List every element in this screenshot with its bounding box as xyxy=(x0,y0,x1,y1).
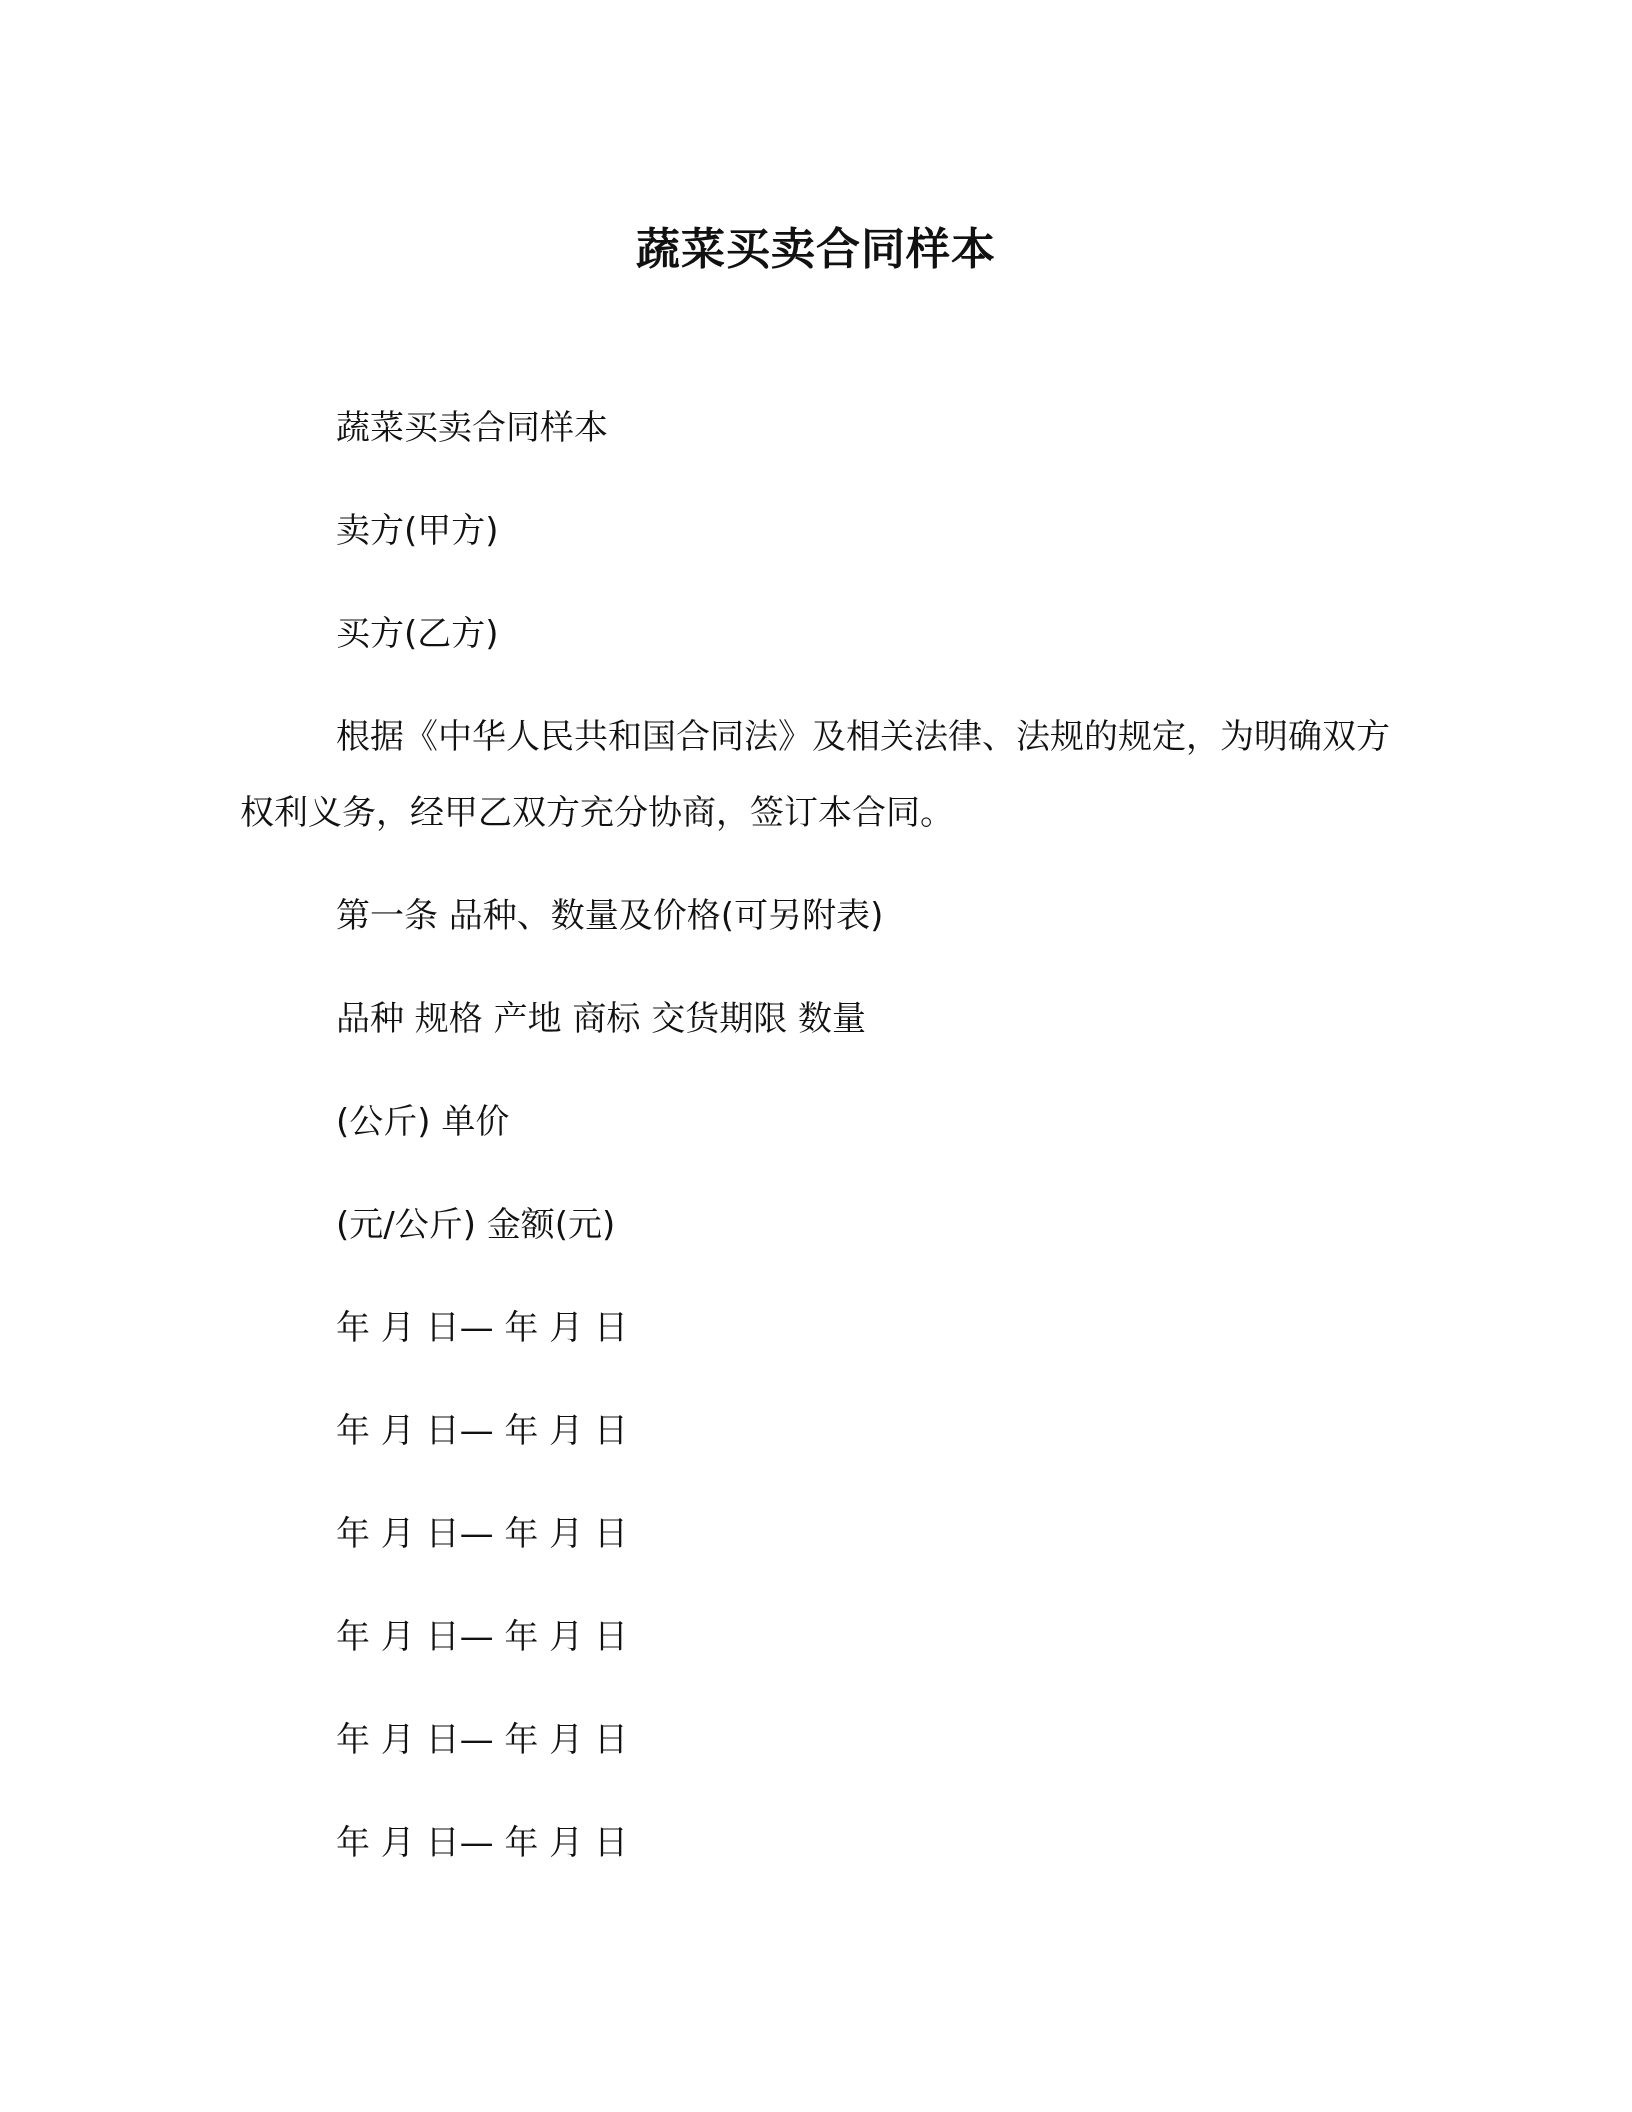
paragraph-date-range: 年 月 日— 年 月 日 xyxy=(336,1823,629,1863)
document-title: 蔬菜买卖合同样本 xyxy=(636,224,996,275)
paragraph-buyer: 买方(乙方) xyxy=(336,614,499,654)
document-body xyxy=(240,390,1392,1908)
paragraph-article-one: 第一条 品种、数量及价格(可另附表) xyxy=(336,896,884,936)
paragraph-date-range: 年 月 日— 年 月 日 xyxy=(336,1617,629,1657)
paragraph-table-header: 品种 规格 产地 商标 交货期限 数量 xyxy=(336,999,867,1039)
paragraph-unit-kg: (公斤) 单价 xyxy=(336,1102,510,1142)
paragraph-subtitle: 蔬菜买卖合同样本 xyxy=(336,408,608,448)
paragraph-date-range: 年 月 日— 年 月 日 xyxy=(336,1411,629,1451)
paragraph-seller: 卖方(甲方) xyxy=(336,511,499,551)
paragraph-date-range: 年 月 日— 年 月 日 xyxy=(336,1308,629,1348)
paragraph-date-range: 年 月 日— 年 月 日 xyxy=(336,1720,629,1760)
paragraph-date-range: 年 月 日— 年 月 日 xyxy=(336,1514,629,1554)
paragraph-preamble: 根据《中华人民共和国合同法》及相关法律、法规的规定，为明确双方权利义务，经甲乙双方充分协商，签订本合同。 xyxy=(240,717,1390,833)
paragraph-unit-price: (元/公斤) 金额(元) xyxy=(336,1205,616,1245)
